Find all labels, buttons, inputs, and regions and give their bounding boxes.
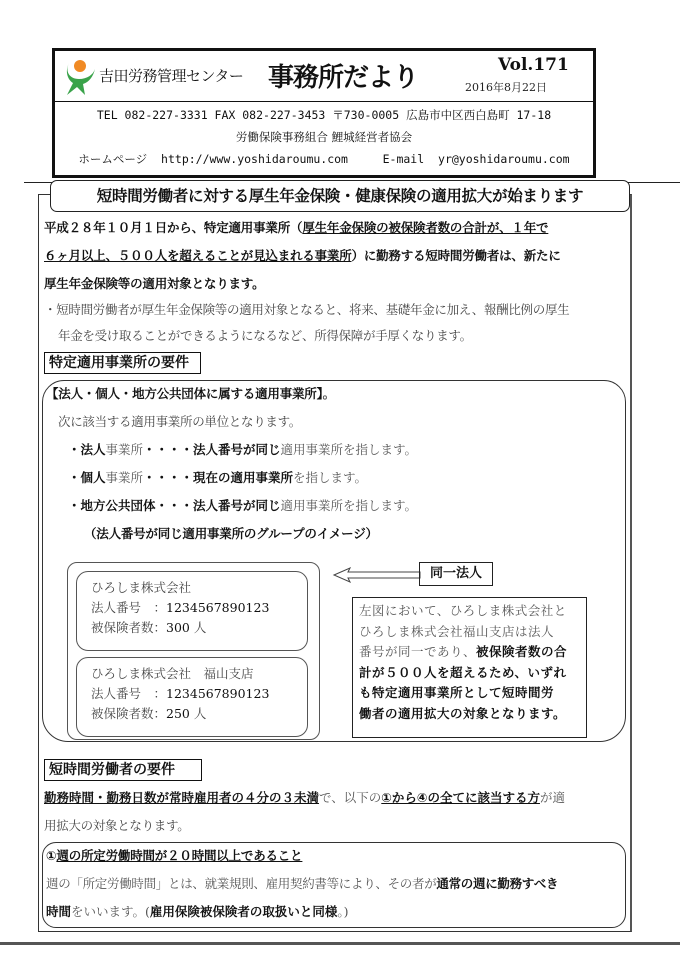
- list-item: ・法人事業所・・・・法人番号が同じ適用事業所を指します。: [68, 442, 418, 457]
- intro-line-1: 平成２８年１０月１日から、特定適用事業所（厚生年金保険の被保険者数の合計が、１年で: [44, 220, 549, 235]
- header-title-row: [55, 51, 593, 102]
- intro-line-3: 厚生年金保険等の適用対象となります。: [44, 276, 265, 291]
- contact-associations: 労働保険事務組合 鯉城経営者協会: [235, 130, 413, 144]
- company-card: ひろしま株式会社 法人番号 ：1234567890123 被保険者数：300 人: [76, 571, 308, 651]
- condition-1-line-1: 週の「所定労働時間」とは、就業規則、雇用契約書等により、その者が通常の週に勤務すべき: [46, 876, 559, 891]
- intro-note-1: ・短時間労働者が厚生年金保険等の適用対象となると、将来、基礎年金に加え、報酬比例の厚生: [44, 302, 570, 317]
- company-group: [67, 562, 320, 740]
- homepage-label: ホームページ: [78, 152, 148, 166]
- contact-web: [55, 151, 593, 167]
- homepage-link[interactable]: http://www.yoshidaroumu.com: [161, 152, 348, 166]
- email-link[interactable]: yr@yoshidaroumu.com: [438, 152, 570, 166]
- requirement-line-2: 用拡大の対象となります。: [44, 818, 190, 833]
- contact-phone-address: TEL 082-227-3331 FAX 082-227-3453 〒730-0005 広島市中区西白島町 17-18: [96, 108, 552, 122]
- requirement-line-1: 勤務時間・勤務日数が常時雇用者の４分の３未満で、以下の①から④の全てに該当する方が適: [44, 790, 565, 805]
- person-logo-icon: [63, 57, 97, 97]
- company-card: ひろしま株式会社 福山支店 法人番号 ：1234567890123 被保険者数：250 人: [76, 657, 308, 737]
- newsletter-title: 事務所だより: [268, 63, 419, 93]
- section-heading-specific-office: 特定適用事業所の要件: [44, 352, 201, 374]
- box-lead: 次に該当する適用事業所の単位となります。: [58, 414, 302, 429]
- box-heading: 【法人・個人・地方公共団体に属する適用事業所】。: [46, 386, 335, 401]
- email-label: E-mail: [382, 152, 425, 166]
- volume-number: Vol.171: [498, 55, 569, 75]
- org-name: 吉田労務管理センター: [99, 67, 244, 85]
- issue-date: 2016年8月22日: [465, 81, 547, 94]
- same-corp-label: 同一法人: [419, 562, 493, 586]
- list-item: ・個人事業所・・・・現在の適用事業所を指します。: [68, 470, 368, 485]
- explanation-box: 左図において、ひろしま株式会社と ひろしま株式会社福山支店は法人 番号が同一であり、被保険者数の合 計が５００人を超えるため、いずれ も特定適用事業所として短時間労 働者の適用拡大の対象となります。: [352, 597, 587, 738]
- section-heading-part-time: 短時間労働者の要件: [44, 759, 202, 781]
- image-caption: （法人番号が同じ適用事業所のグループのイメージ）: [84, 526, 378, 541]
- left-arrow-icon: [332, 566, 422, 584]
- condition-1-title: ①週の所定労働時間が２０時間以上であること: [46, 848, 303, 863]
- list-item: ・地方公共団体・・・法人番号が同じ適用事業所を指します。: [68, 498, 418, 513]
- intro-line-2: ６ヶ月以上、５００人を超えることが見込まれる事業所）に勤務する短時間労働者は、新たに: [44, 248, 561, 263]
- headline: 短時間労働者に対する厚生年金保険・健康保険の適用拡大が始まります: [50, 180, 630, 212]
- page-bottom-border: [0, 942, 680, 945]
- condition-1-line-2: 時間をいいます。(雇用保険被保険者の取扱いと同様。): [46, 904, 349, 919]
- intro-note-2: 年金を受け取ることができるようになるなど、所得保障が手厚くなります。: [58, 328, 472, 343]
- newsletter-header: [52, 48, 596, 178]
